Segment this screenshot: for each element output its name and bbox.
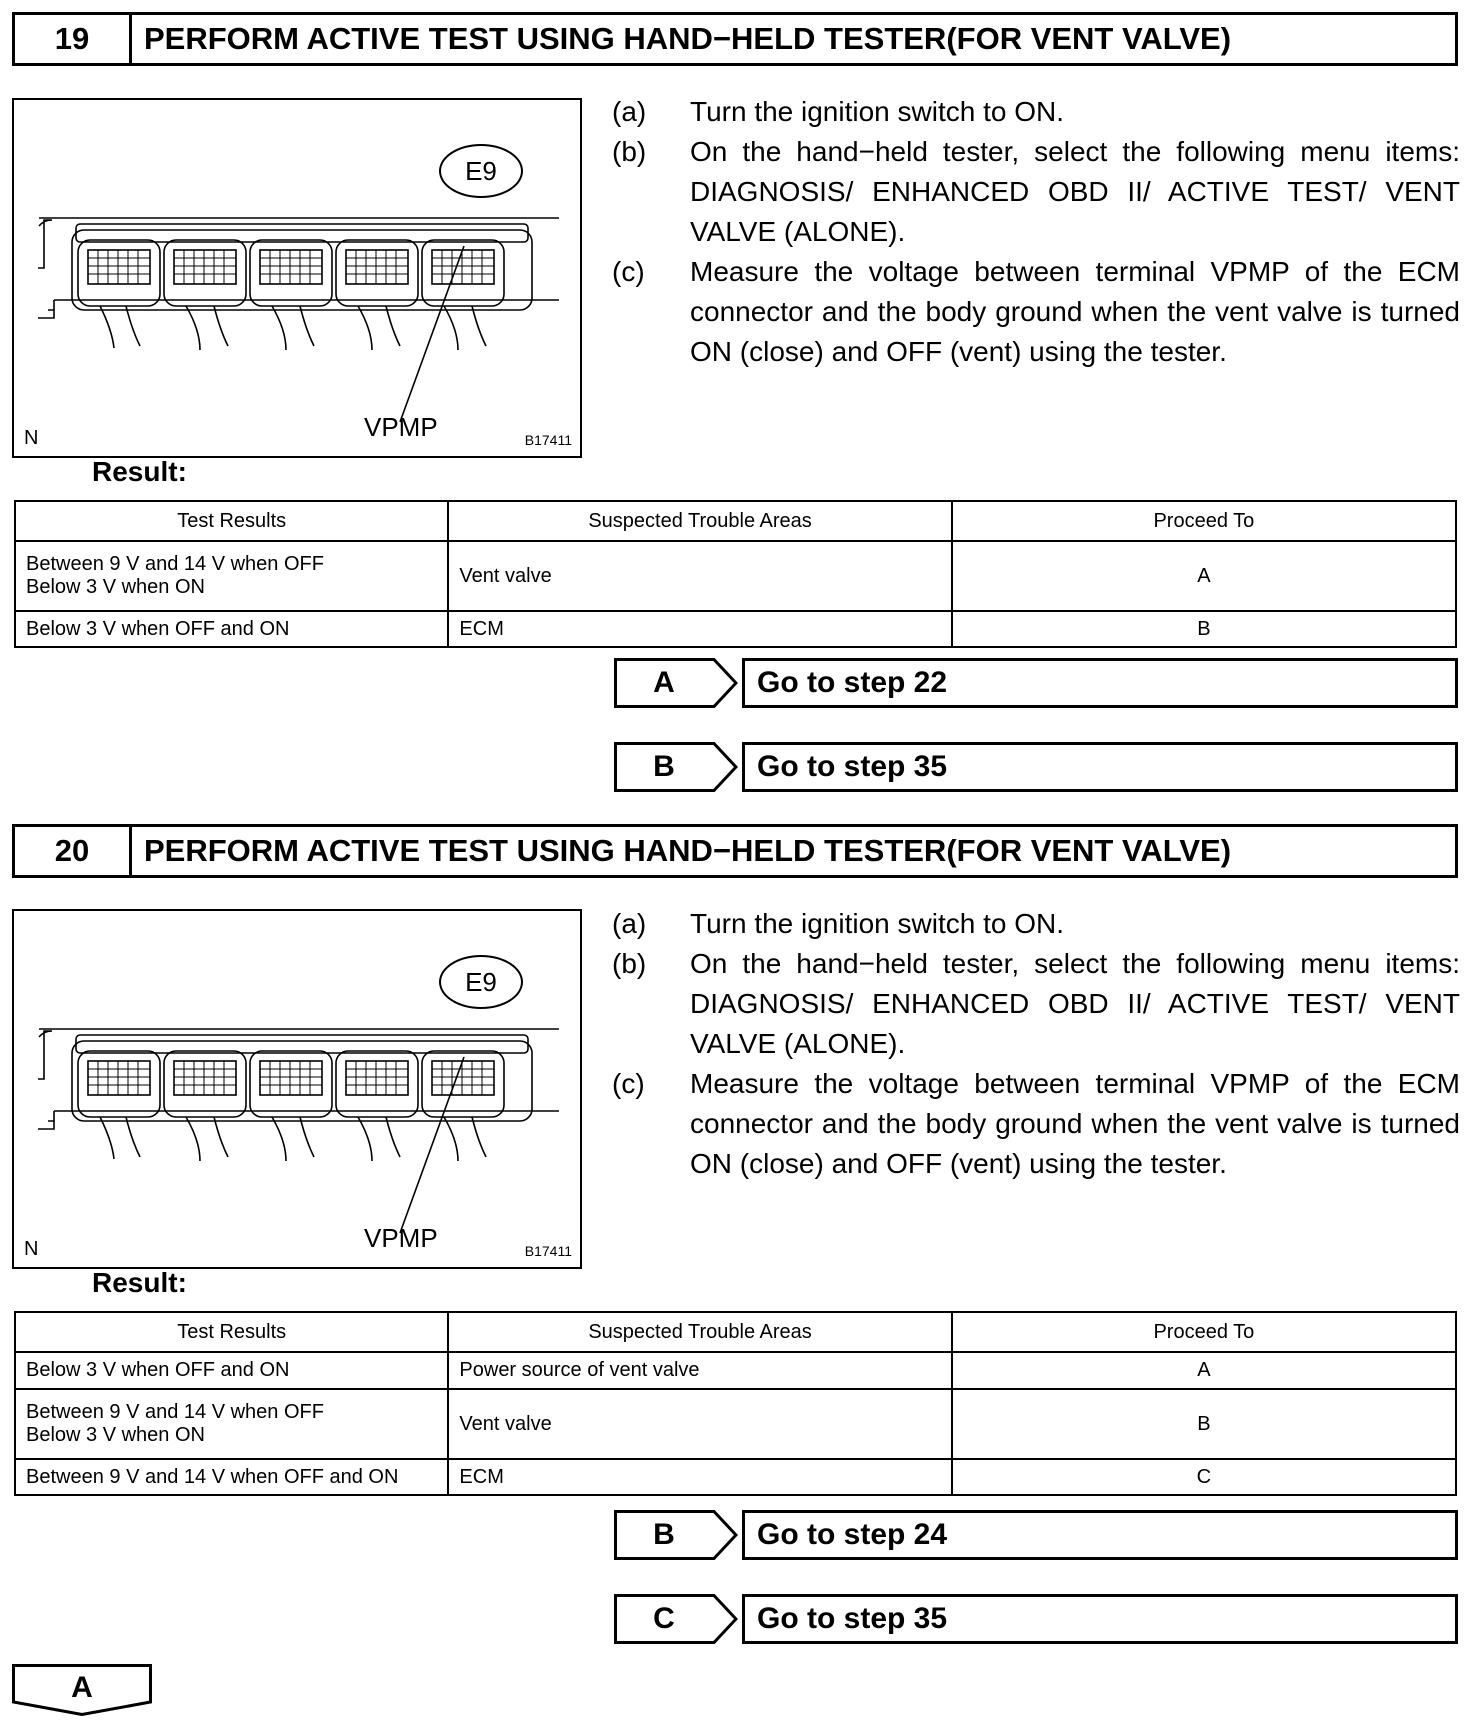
table-row [15,1352,1456,1389]
header-suspected-areas: Suspected Trouble Areas [448,1312,951,1352]
table-row [15,541,1456,611]
result-table [14,1311,1457,1496]
nav-branch-c[interactable] [614,1594,1458,1644]
proceed-cell: A [952,1352,1456,1389]
trouble-area-cell: Vent valve [448,541,951,611]
figure-code: B17411 [524,432,572,448]
instruction-item [612,944,1460,1064]
nav-branch-b[interactable] [614,742,1458,792]
nav-branch-b[interactable] [614,1510,1458,1560]
nav-branch-a[interactable] [614,658,1458,708]
test-result-cell [15,1389,448,1459]
header-proceed-to: Proceed To [952,1312,1456,1352]
branch-letter-tag [614,658,738,708]
header-suspected-areas: Suspected Trouble Areas [448,501,951,541]
step-title: PERFORM ACTIVE TEST USING HAND−HELD TESTER(FOR VENT VALVE) [144,833,1232,868]
branch-letter-tag [614,1594,738,1644]
go-to-step-link[interactable]: Go to step 35 [742,742,1458,792]
proceed-cell: C [952,1459,1456,1495]
instruction-text: Turn the ignition switch to ON. [690,908,1065,939]
trouble-area-cell: ECM [448,611,951,647]
table-row [15,1389,1456,1459]
step-19-header [12,12,1458,66]
instruction-label: (a) [612,96,647,127]
branch-letter: C [653,1602,675,1635]
figure-corner-mark: N [24,427,39,449]
test-result-cell [15,1459,448,1495]
header-test-results: Test Results [15,1312,448,1352]
instruction-text: On the hand−held tester, select the following menu items: DIAGNOSIS/ ENHANCED OBD II/ ACTIVE TEST/ VENT VALVE (ALONE). [690,948,1460,1059]
instruction-text: Measure the voltage between terminal VPMP of the ECM connector and the body ground when the vent valve is turned ON (close) and OFF (vent) using the tester. [690,1068,1460,1179]
table-row [15,611,1456,647]
continue-tab-a[interactable] [12,1664,152,1716]
result-line: Below 3 V when OFF and ON [26,617,290,640]
instruction-label: (c) [612,1068,645,1099]
proceed-cell: A [952,541,1456,611]
terminal-label: VPMP [364,1223,438,1253]
instruction-text: Measure the voltage between terminal VPMP of the ECM connector and the body ground when the vent valve is turned ON (close) and OFF (vent) using the tester. [690,256,1460,367]
trouble-area-cell: Power source of vent valve [448,1352,951,1389]
result-label: Result: [92,456,187,487]
figure-code: B17411 [524,1243,572,1259]
result-line: Between 9 V and 14 V when OFF and ON [26,1465,399,1488]
go-to-step-link[interactable]: Go to step 35 [742,1594,1458,1644]
instruction-item [612,1064,1460,1184]
step-number: 19 [15,15,132,63]
proceed-cell: B [952,611,1456,647]
connector-id-callout: E9 [439,144,523,198]
step-title: PERFORM ACTIVE TEST USING HAND−HELD TESTER(FOR VENT VALVE) [144,21,1232,56]
branch-letter: A [653,666,675,699]
instruction-item [612,132,1460,252]
instruction-text: Turn the ignition switch to ON. [690,96,1065,127]
terminal-label: VPMP [364,412,438,442]
table-header-row [15,1312,1456,1352]
trouble-area-cell: Vent valve [448,1389,951,1459]
proceed-cell: B [952,1389,1456,1459]
header-test-results: Test Results [15,501,448,541]
connector-figure [12,98,582,458]
connector-id-callout: E9 [439,955,523,1009]
branch-letter: B [653,1518,675,1551]
result-line: Between 9 V and 14 V when OFF [26,1401,324,1423]
branch-letter-tag [614,742,738,792]
instruction-label: (b) [612,136,647,167]
trouble-area-cell: ECM [448,1459,951,1495]
test-result-cell [15,1352,448,1389]
instruction-label: (b) [612,948,647,979]
result-label: Result: [92,1267,187,1298]
header-proceed-to: Proceed To [952,501,1456,541]
instruction-item [612,904,1460,944]
branch-letter-tag [614,1510,738,1560]
go-to-step-link[interactable]: Go to step 22 [742,658,1458,708]
instruction-label: (c) [612,256,645,287]
instruction-text: On the hand−held tester, select the following menu items: DIAGNOSIS/ ENHANCED OBD II/ ACTIVE TEST/ VENT VALVE (ALONE). [690,136,1460,247]
test-result-cell [15,611,448,647]
result-table [14,500,1457,648]
instruction-list [612,904,1460,1184]
instruction-list [612,92,1460,372]
instruction-label: (a) [612,908,647,939]
result-line: Between 9 V and 14 V when OFF [26,553,324,575]
test-result-cell [15,541,448,611]
go-to-step-link[interactable]: Go to step 24 [742,1510,1458,1560]
branch-letter: B [653,750,675,783]
step-20-header [12,824,1458,878]
table-header-row [15,501,1456,541]
step-number: 20 [15,827,132,875]
result-line: Below 3 V when ON [26,576,205,598]
instruction-item [612,252,1460,372]
instruction-item [612,92,1460,132]
figure-corner-mark: N [24,1238,39,1260]
table-row [15,1459,1456,1495]
connector-figure [12,909,582,1269]
result-line: Below 3 V when ON [26,1424,205,1446]
continue-letter: A [71,1671,93,1704]
result-line: Below 3 V when OFF and ON [26,1359,290,1381]
